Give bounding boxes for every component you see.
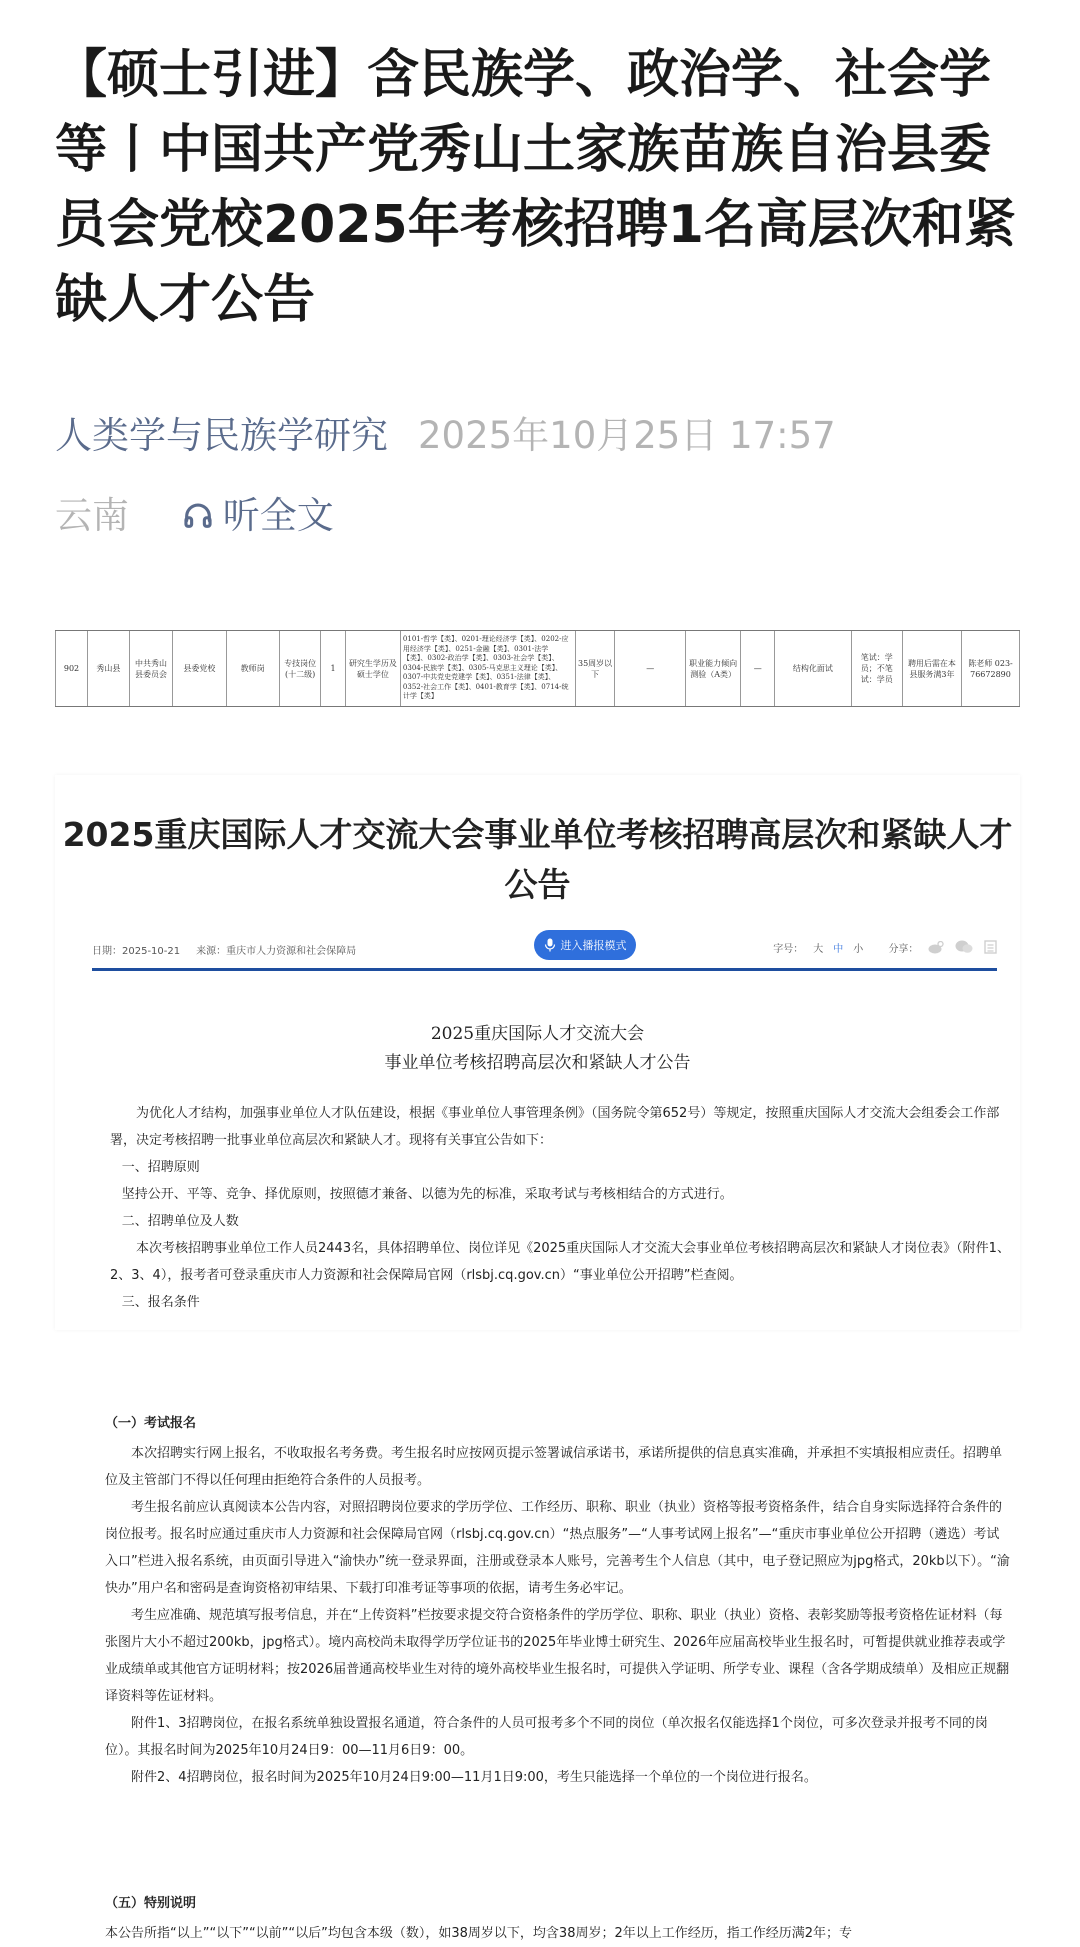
notice-source: 来源：重庆市人力资源和社会保障局: [196, 946, 357, 957]
table-cell: —: [615, 631, 686, 706]
font-size-small[interactable]: 小: [853, 944, 864, 955]
table-cell: 陈老师 023-76672890: [962, 631, 1020, 706]
notice-section-heading: 三、报名条件: [121, 1295, 200, 1310]
job-table-image: [55, 630, 1020, 707]
notice-divider: [92, 968, 997, 971]
table-cell-majors: 0101-哲学【类】、0201-理论经济学【类】、0202-应用经济学【类】、0251-金融【类】、0301-法学【类】、0302-政治学【类】、0303-社会学【类】、0304-民族学【类】、0305-马克思主义理论【类】、0307-中共党史党建学【类】、0351-法律【类】、0352-社会工作【类】、0401-教育学【类】、0714-统计学【类】: [401, 631, 576, 706]
notice-body: [110, 1100, 1010, 1316]
notice-section-heading: 二、招聘单位及人数: [121, 1214, 239, 1229]
headphones-icon: [181, 498, 215, 532]
notice-date: 日期：2025-10-21: [92, 946, 181, 957]
location-label: 云南: [55, 494, 129, 537]
weibo-icon[interactable]: [928, 941, 944, 954]
notice-toolbar: [92, 930, 997, 964]
notice-paragraph: 坚持公开、平等、竞争、择优原则，按照德才兼备、以德为先的标准，采取考试与考核相结合的方式进行。: [121, 1187, 733, 1202]
registration-section: [105, 1410, 1010, 1791]
broadcast-mode-button[interactable]: [534, 930, 636, 960]
table-cell: —: [741, 631, 775, 706]
notice-subtitle-line1: 2025重庆国际人才交流大会: [430, 1024, 645, 1044]
notice-paragraph: 本次考核招聘事业单位工作人员2443名，具体招聘单位、岗位详见《2025重庆国际人才交流大会事业单位考核招聘高层次和紧缺人才岗位表》（附件1、2、3、4），报考者可登录重庆市人力资源和社会保障局官网（rlsbj.cq.gov.cn）“事业单位公开招聘”栏查阅。: [110, 1241, 1010, 1283]
article-meta: [55, 405, 836, 459]
notice-screenshot-2: [65, 1390, 1020, 1840]
table-cell: 职业能力倾向测验（A类）: [686, 631, 741, 706]
table-cell: 1: [321, 631, 345, 706]
special-notes-section: [105, 1890, 1010, 1947]
table-cell: 教师岗: [227, 631, 280, 706]
source-account-link[interactable]: 人类学与民族学研究: [55, 414, 388, 457]
notice-subtitle-line2: 事业单位考核招聘高层次和紧缺人才公告: [384, 1053, 691, 1073]
share-label: 分享：: [888, 944, 919, 955]
table-cell: 研究生学历及硕士学位: [346, 631, 401, 706]
registration-paragraph: 考生报名前应认真阅读本公告内容，对照招聘岗位要求的学历学位、工作经历、职称、职业（执业）资格等报考资格条件，结合自身实际选择符合条件的岗位报考。报名时应通过重庆市人力资源和社会保障局官网（rlsbj.cq.gov.cn）“热点服务”—“人事考试网上报名”—“重庆市事业单位公开招聘（遴选）考试入口”栏进入报名系统，由页面引导进入“渝快办”统一登录界面，注册或登录本人账号，完善考生个人信息（其中，电子登记照应为jpg格式，20kb以下）。“渝快办”用户名和密码是查询资格初审结果、下载打印准考证等事项的依据，请考生务必牢记。: [105, 1500, 1010, 1596]
notice-title: 2025重庆国际人才交流大会事业单位考核招聘高层次和紧缺人才公告: [62, 815, 1013, 904]
font-size-large[interactable]: 大: [813, 944, 824, 955]
special-notes-paragraph: 本公告所指“以上”“以下”“以前”“以后”均包含本级（数），如38周岁以下，均含38周岁；2年以上工作经历，指工作经历满2年；专: [105, 1926, 853, 1941]
article-meta-secondary: [55, 485, 334, 539]
article-title: 【硕士引进】含民族学、政治学、社会学等丨中国共产党秀山土家族苗族自治县委员会党校2025年考核招聘1名高层次和紧缺人才公告: [55, 45, 1016, 330]
registration-paragraph: 考生应准确、规范填写报考信息，并在“上传资料”栏按要求提交符合资格条件的学历学位、职称、职业（执业）资格、表彰奖励等报考资格佐证材料（每张图片大小不超过200kb，jpg格式）。境内高校尚未取得学历学位证书的2025年毕业博士研究生、2026年应届高校毕业生报名时，可暂提供就业推荐表或学业成绩单或其他官方证明材料；按2026届普通高校毕业生对待的境外高校毕业生报名时，可提供入学证明、所学专业、课程（含各学期成绩单）及相应正规翻译资料等佐证材料。: [105, 1608, 1010, 1704]
listen-full-text-button[interactable]: [181, 494, 334, 537]
table-cell: 笔试：学员；不笔试：学员: [852, 631, 903, 706]
special-notes-heading: （五）特别说明: [105, 1896, 197, 1911]
listen-label: 听全文: [222, 494, 334, 537]
notice-screenshot-3: [65, 1880, 1020, 1945]
table-cell: 结构化面试: [775, 631, 851, 706]
wechat-icon[interactable]: [955, 940, 973, 954]
qzone-icon[interactable]: [984, 940, 997, 954]
table-cell: 聘用后需在本县服务满3年: [903, 631, 962, 706]
registration-heading: （一）考试报名: [105, 1416, 197, 1431]
registration-paragraph: 本次招聘实行网上报名，不收取报名考务费。考生报名时应按网页提示签署诚信承诺书，承诺所提供的信息真实准确，并承担不实填报相应责任。招聘单位及主管部门不得以任何理由拒绝符合条件的人员报考。: [105, 1446, 1003, 1488]
registration-paragraph: 附件2、4招聘岗位，报名时间为2025年10月24日9:00—11月1日9:00，考生只能选择一个单位的一个岗位进行报名。: [131, 1770, 817, 1785]
notice-subtitle: [55, 1020, 1020, 1078]
table-cell: 中共秀山县委员会: [130, 631, 174, 706]
registration-paragraph: 附件1、3招聘岗位，在报名系统单独设置报名通道，符合条件的人员可报考多个不同的岗位（单次报名仅能选择1个岗位，可多次登录并报考不同的岗位）。其报名时间为2025年10月24日9：00—11月6日9：00。: [105, 1716, 988, 1758]
table-cell: 902: [55, 631, 88, 706]
table-cell: 县委党校: [173, 631, 226, 706]
notice-screenshot-1: [55, 775, 1020, 1330]
font-size-medium[interactable]: 中: [833, 944, 844, 955]
notice-section-heading: 一、招聘原则: [121, 1160, 200, 1175]
table-cell: 秀山县: [88, 631, 130, 706]
table-cell: 专技岗位(十二级): [280, 631, 322, 706]
table-cell: 35周岁以下: [576, 631, 616, 706]
notice-paragraph: 为优化人才结构，加强事业单位人才队伍建设，根据《事业单位人事管理条例》（国务院令第652号）等规定，按照重庆国际人才交流大会组委会工作部署，决定考核招聘一批事业单位高层次和紧缺人才。现将有关事宜公告如下：: [110, 1106, 1000, 1148]
broadcast-mode-label: 进入播报模式: [560, 939, 627, 952]
font-size-label: 字号：: [773, 944, 804, 955]
microphone-icon: [544, 938, 556, 952]
publish-datetime: 2025年10月25日 17:57: [418, 414, 836, 457]
